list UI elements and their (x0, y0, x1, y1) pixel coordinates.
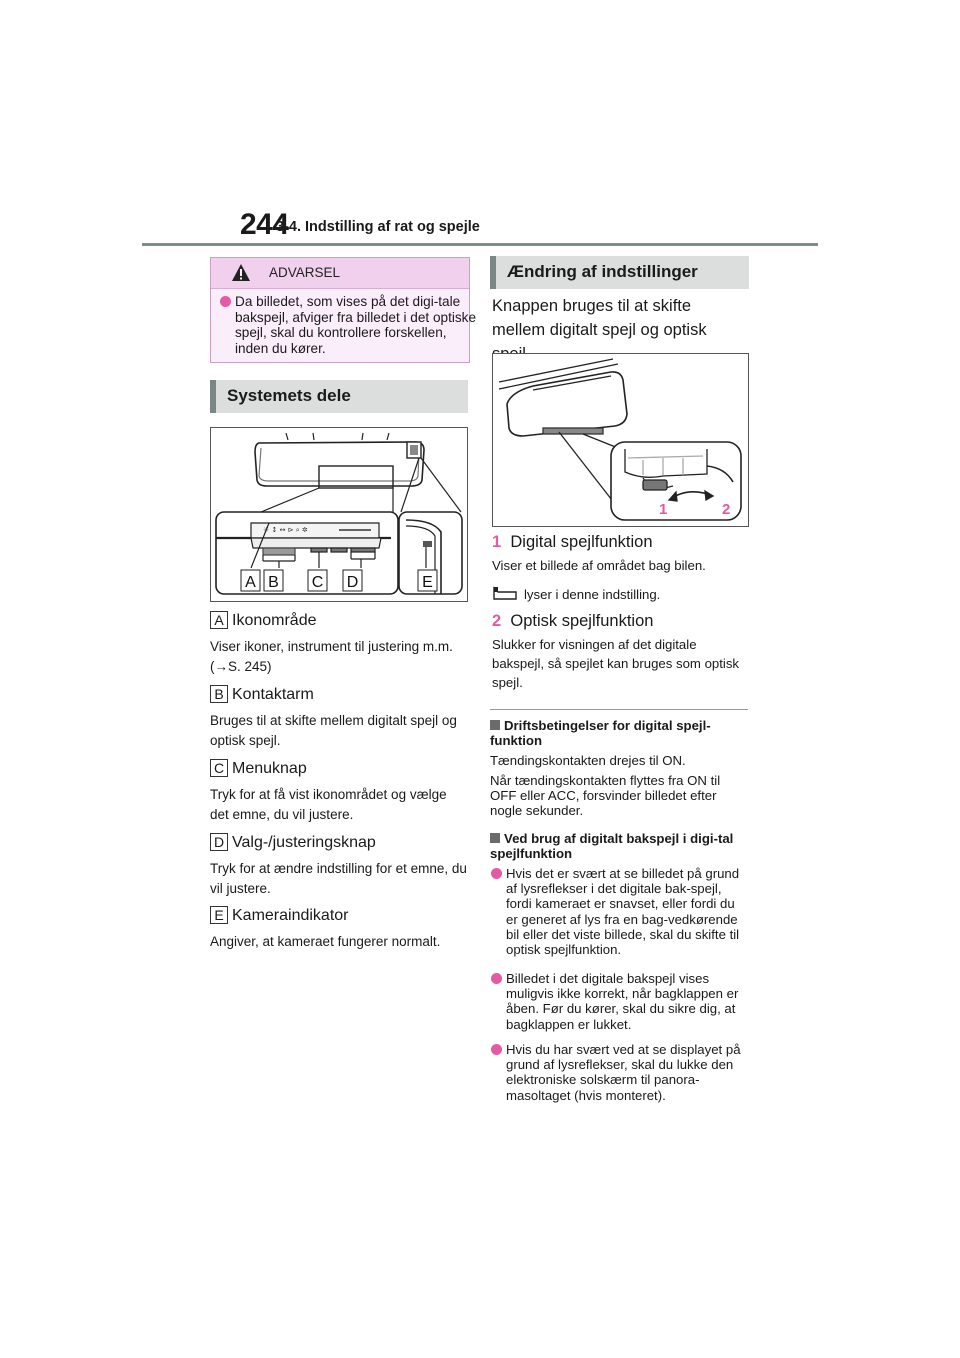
switch-lever-figure (492, 353, 749, 527)
subsection-text-2: Når tændingskontakten flyttes fra ON til OFF eller ACC, forsvinder billedet efter nogle sekunder. (490, 773, 721, 819)
mode-1-title (492, 530, 653, 554)
warning-header (211, 258, 469, 289)
item-label-b: B (210, 685, 228, 703)
page-number: 244 (240, 208, 289, 241)
figure-label-d: D (346, 574, 359, 591)
subsection-heading-digitalt-bakspejl: Ved brug af digitalt bakspejl i digi-tal spejlfunktion (490, 831, 734, 861)
item-title-valg-justeringsknap: Valg-/justeringsknap (232, 834, 376, 851)
svg-text:☼ ↕ ↔ ⊳ ⌕ ✲: ☼ ↕ ↔ ⊳ ⌕ ✲ (263, 526, 308, 534)
item-title-ikonomrade: Ikonområde (232, 612, 317, 629)
item-desc-menuknap: Tryk for at få vist ikonområdet og vælge det emne, du vil justere. (210, 787, 447, 822)
mode-2-desc: Slukker for visningen af det digitale bakspejl, så spejlet kan bruges som optisk spejl. (492, 637, 740, 690)
mirror-parts-illustration (211, 428, 467, 601)
warning-title: ADVARSEL (269, 265, 341, 280)
mirror-indicator-icon (492, 586, 518, 600)
section-heading-text: Ændring af indstillinger (507, 262, 698, 281)
item-label-a: A (210, 611, 228, 629)
figure-label-b: B (268, 574, 279, 591)
warning-icon (231, 263, 251, 282)
arrow-icon: → (214, 658, 228, 674)
figure-label-1: 1 (659, 501, 668, 518)
item-label-c: C (210, 759, 228, 777)
intro-text: Knappen bruges til at skifte mellem digitalt spejl og optisk (492, 297, 707, 339)
item-label-d: D (210, 833, 228, 851)
square-bullet-icon (490, 720, 500, 730)
section-heading-text: Systemets dele (227, 386, 351, 405)
bullet-item-3: Hvis du har svært ved at se displayet på grund af lysreflekser, skal du lukke den elektroniske solskærm til panora-masoltaget (hvis monteret). (490, 1042, 748, 1103)
subsection-heading-driftsbetingelser: Driftsbetingelser for digital spejl-funktion (490, 718, 711, 748)
figure-label-group (241, 570, 437, 591)
bullet-item-1: Hvis det er svært at se billedet på grund af lysreflekser i det digitale bak-spejl, fordi kameraet er snavset, eller fordi du er generet af lys fra en bag-vedkørende bil eller det viste billede, skal du skifte til optisk spejlfunktion. (490, 866, 748, 957)
section-title: 3-4. Indstilling af rat og spejle (276, 219, 480, 235)
warning-box (210, 257, 477, 363)
item-desc-ikonomrade: Viser ikoner, instrument til justering m.m. (→S. 245) (210, 639, 453, 674)
mode-title-text: Digital spejlfunktion (510, 533, 653, 551)
subsection-text-1: Tændingskontakten drejes til ON. (490, 753, 686, 768)
bullet-icon (491, 868, 502, 879)
item-label-e: E (210, 906, 228, 924)
figure-label-c: C (311, 574, 324, 591)
warning-text (217, 294, 479, 356)
page-reference-link[interactable]: S. 245) (228, 658, 272, 674)
section-heading-systemets-dele (210, 380, 468, 413)
item-title-menuknap: Menuknap (232, 760, 307, 777)
switch-lever-illustration (493, 354, 748, 526)
mode-number: 1 (492, 533, 502, 551)
square-bullet-icon (490, 833, 500, 843)
figure-label-a: A (245, 574, 256, 591)
figure-label-e: E (422, 574, 433, 591)
header-rule (142, 243, 818, 246)
mode-2-title (492, 609, 653, 633)
item-title-kameraindikator: Kameraindikator (232, 907, 349, 924)
mode-1-note (492, 585, 660, 604)
item-title-kontaktarm: Kontaktarm (232, 686, 314, 703)
divider (490, 709, 748, 710)
warning-body: Da billedet, som vises på det digi-tale bakspejl, afviger fra billedet i det optiske spejl, skal du kontrollere forskellen, inden du kører. (235, 294, 477, 356)
section-heading-aendring (490, 256, 749, 289)
item-desc-kameraindikator: Angiver, at kameraet fungerer normalt. (210, 934, 441, 949)
mode-1-desc: Viser et billede af området bag bilen. (492, 558, 706, 573)
mode-title-text: Optisk spejlfunktion (510, 612, 654, 630)
mode-number: 2 (492, 612, 502, 630)
mode-note-text: lyser i denne indstilling. (524, 587, 661, 602)
item-desc-valg-justeringsknap: Tryk for at ændre indstilling for et emne, du vil justere. (210, 861, 467, 896)
bullet-icon (491, 1044, 502, 1055)
bullet-icon (491, 973, 502, 984)
bullet-icon (220, 296, 231, 307)
bullet-item-2: Billedet i det digitale bakspejl vises muligvis ikke korrekt, når bagklappen er åben. Før du kører, skal du sikre dig, at bagklappen er lukket. (490, 971, 748, 1032)
item-desc-kontaktarm: Bruges til at skifte mellem digitalt spejl og optisk spejl. (210, 713, 457, 748)
mirror-parts-figure (210, 427, 468, 602)
figure-label-2: 2 (722, 501, 731, 518)
